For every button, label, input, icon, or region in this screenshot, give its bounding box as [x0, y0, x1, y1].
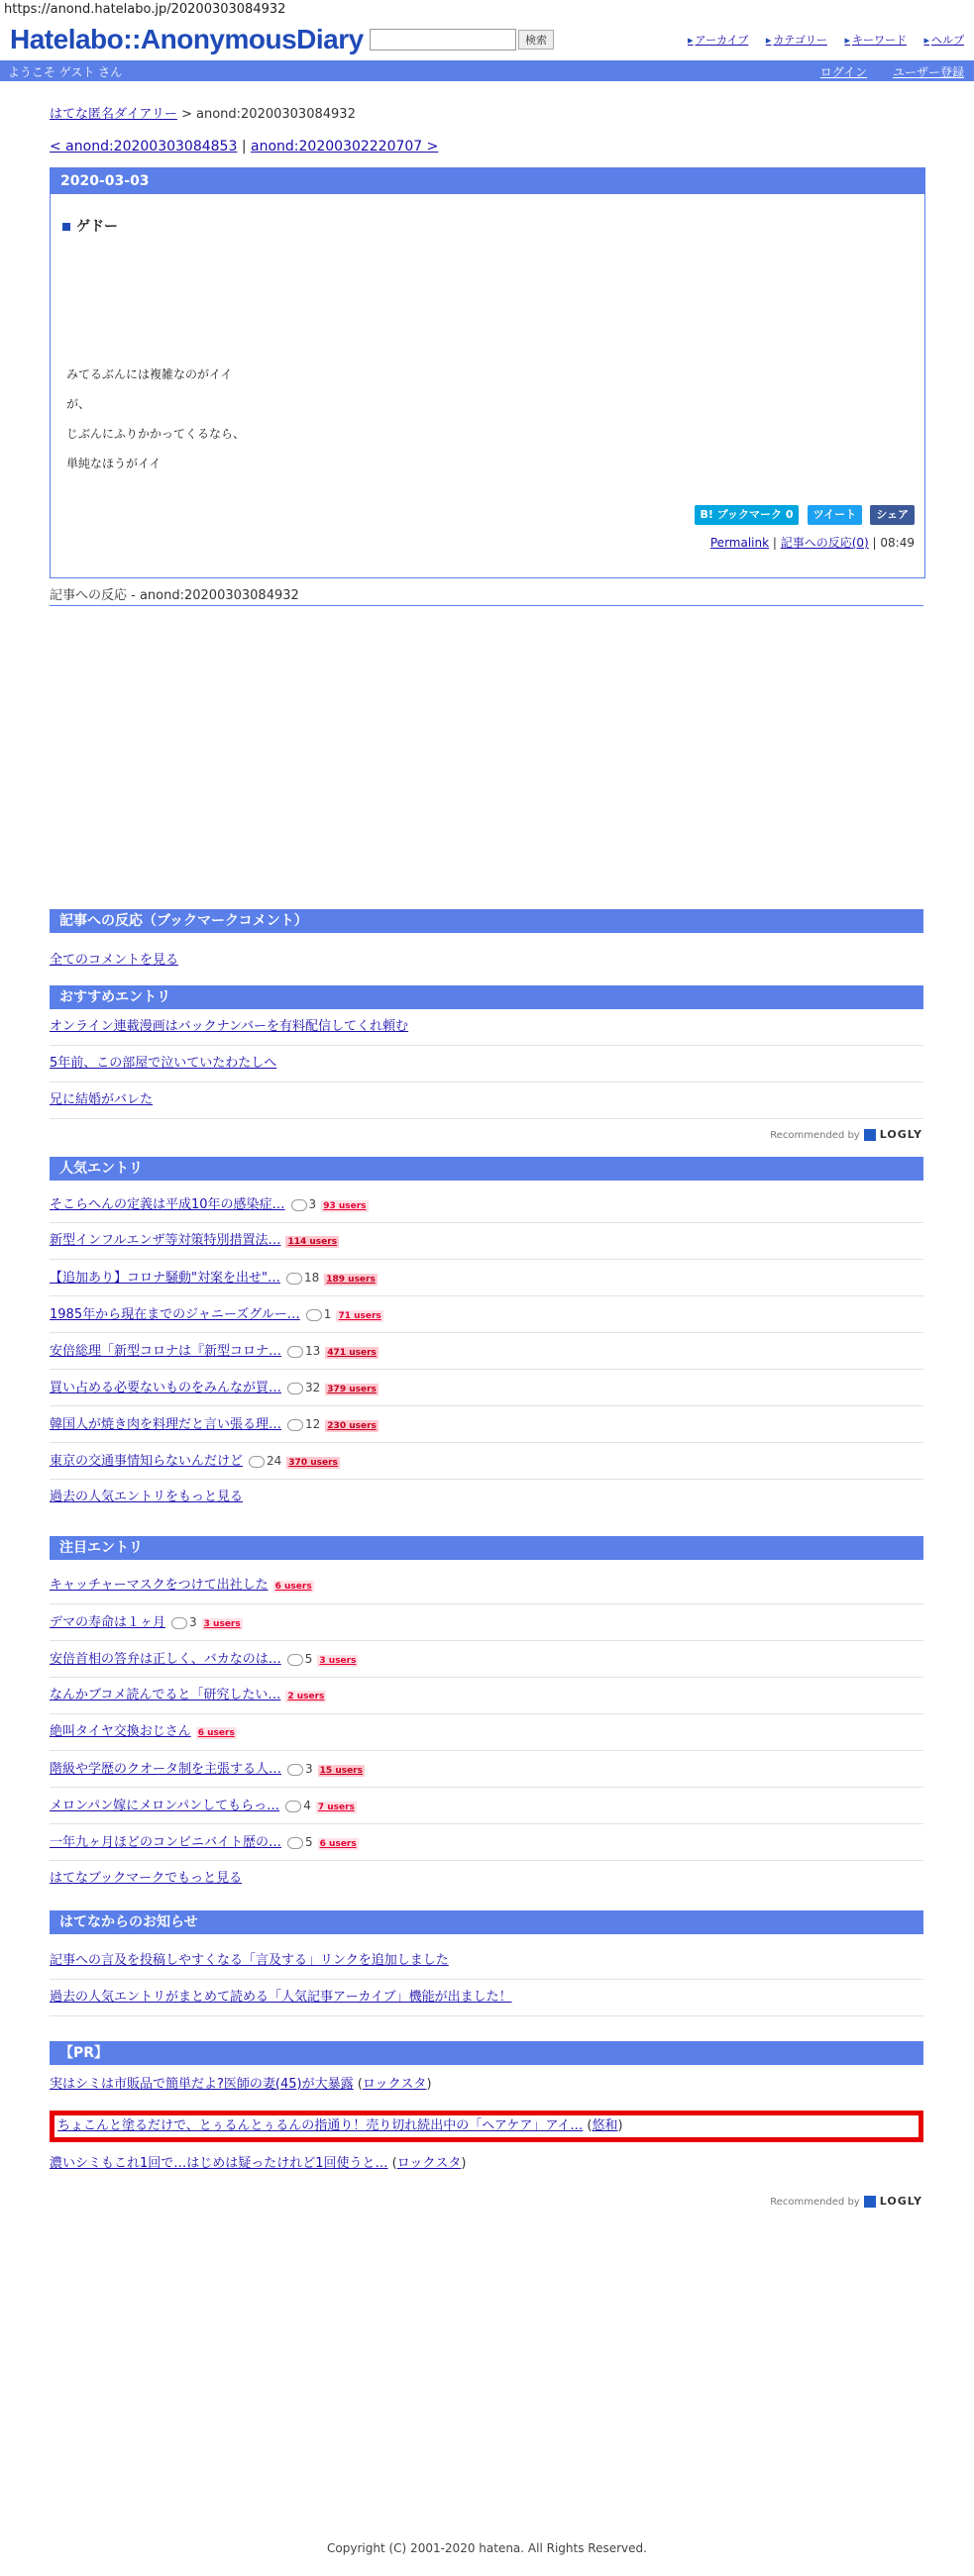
list-item	[50, 1641, 923, 1678]
hot-link[interactable]: 階級や学歴のクオータ制を主張する人…	[50, 1762, 282, 1777]
comment-bubble-icon	[287, 1346, 303, 1358]
list-item	[50, 1333, 923, 1370]
hot-link[interactable]: 安倍首相の答弁は正しく、バカなのは…	[50, 1652, 281, 1667]
keyword-link[interactable]: ▸ キーワード	[844, 34, 907, 47]
news-link[interactable]: 過去の人気エントリがまとめて読める「人気記事アーカイブ」機能が出ました！	[50, 1990, 512, 2005]
popular-link[interactable]: そこらへんの定義は平成10年の感染症…	[50, 1197, 285, 1212]
pr-recommended-by[interactable]	[770, 2195, 922, 2208]
hot-link[interactable]: 絶叫タイヤ交換おじさん	[50, 1724, 191, 1739]
list-item	[50, 1943, 923, 1980]
popular-link[interactable]: 1985年から現在までのジャニーズグルー…	[50, 1307, 300, 1322]
copyright: Copyright (C) 2001-2020 hatena. All Rights Reserved.	[327, 2541, 647, 2555]
recommended-link[interactable]: 5年前、この部屋で泣いていたわたしへ	[50, 1056, 277, 1071]
comment-count: 12	[287, 1406, 320, 1442]
recommended-header: おすすめエントリ	[50, 985, 923, 1009]
hot-link[interactable]: デマの寿命は１ヶ月	[50, 1615, 166, 1630]
recommended-by[interactable]	[770, 1128, 922, 1141]
popular-link[interactable]: 買い占める必要ないものをみんなが買…	[50, 1381, 282, 1395]
logly-brand: LOGLY	[879, 2195, 922, 2208]
site-logo[interactable]: Hatelabo::AnonymousDiary	[10, 24, 364, 54]
next-entry-link[interactable]: anond:20200302220707 >	[251, 139, 439, 155]
comment-bubble-icon	[306, 1309, 322, 1321]
pr-link[interactable]: 濃いシミもこれ1回で…はじめは疑ったけれど1回使うと…	[50, 2156, 388, 2171]
entry-square-icon[interactable]	[62, 223, 70, 231]
comment-bubble-icon	[291, 1199, 307, 1211]
comment-bubble-icon	[286, 1273, 302, 1285]
pr-source-link[interactable]: ロックスタ	[362, 2077, 427, 2092]
entry-body	[66, 360, 245, 478]
hatena-bookmark-button[interactable]: B! ブックマーク 0	[695, 505, 800, 525]
list-item	[50, 1223, 923, 1260]
header-links	[674, 32, 964, 48]
entry-date: 2020-03-03	[51, 168, 924, 194]
pr-list	[50, 2065, 923, 2186]
pr-header: 【PR】	[50, 2041, 923, 2065]
hot-header: 注目エントリ	[50, 1536, 923, 1560]
entry-line: じぶんにふりかかってくるなら、	[66, 427, 246, 441]
hot-link[interactable]: なんかブコメ読んでると「研究したい…	[50, 1688, 281, 1702]
users-badge[interactable]: 6 users	[197, 1728, 235, 1738]
login-link[interactable]: ログイン	[819, 65, 868, 79]
site-header	[0, 22, 974, 59]
bookmark-comments-list	[50, 943, 923, 979]
recommended-link[interactable]: 兄に結婚がバレた	[50, 1092, 154, 1107]
entry-title-text: ゲドー	[76, 219, 118, 235]
entry-line: 単純なほうがイイ	[66, 457, 162, 470]
list-item	[50, 1568, 923, 1604]
hot-link[interactable]: 一年九ヶ月ほどのコンビニバイト歴の…	[50, 1835, 282, 1850]
popular-link[interactable]: 韓国人が焼き肉を料理だと言い張る理…	[50, 1417, 282, 1432]
pr-source-link[interactable]: ロックスタ	[396, 2156, 462, 2171]
comment-count: 5	[287, 1641, 313, 1677]
comment-bubble-icon	[171, 1617, 187, 1629]
url-bar: https://anond.hatelabo.jp/20200303084932	[4, 2, 286, 17]
list-item	[50, 1082, 923, 1119]
list-item	[50, 1260, 923, 1296]
comment-count: 4	[285, 1788, 311, 1823]
users-badge[interactable]: 3 users	[203, 1619, 241, 1629]
welcome-text: ようこそ ゲスト さん	[8, 65, 123, 79]
list-item	[50, 1824, 923, 1861]
comment-bubble-icon	[287, 1654, 303, 1666]
entry-box	[50, 167, 925, 578]
entry-line: が、	[66, 397, 91, 411]
tweet-button[interactable]: ツイート	[808, 505, 862, 525]
logly-logo-icon	[864, 2196, 876, 2208]
hot-link[interactable]: キャッチャーマスクをつけて出社した	[50, 1578, 269, 1593]
popular-header: 人気エントリ	[50, 1157, 923, 1181]
entry-line: みてるぶんには複雑なのがイイ	[66, 367, 233, 381]
list-item: 濃いシミもこれ1回で…はじめは疑ったけれど1回使うと… (ロックスタ)	[50, 2156, 467, 2171]
hot-list	[50, 1568, 923, 1897]
recommended-by-label: Recommended by	[770, 2197, 860, 2208]
all-comments-link[interactable]: 全てのコメントを見る	[50, 953, 179, 968]
popular-more-link[interactable]: 過去の人気エントリをもっと見る	[50, 1490, 244, 1504]
users-badge[interactable]: 6 users	[274, 1582, 312, 1592]
popular-list	[50, 1186, 923, 1515]
users-badge[interactable]: 114 users	[287, 1237, 338, 1247]
users-badge[interactable]: 93 users	[323, 1201, 367, 1211]
breadcrumb-home[interactable]: はてな匿名ダイアリー	[50, 107, 177, 122]
list-item	[50, 1406, 923, 1443]
comment-bubble-icon	[287, 1837, 303, 1849]
users-badge[interactable]: 189 users	[326, 1275, 376, 1285]
comment-bubble-icon	[287, 1419, 303, 1431]
search-button[interactable]: 検索	[518, 30, 554, 50]
archive-link[interactable]: ▸ アーカイブ	[688, 34, 748, 47]
comment-count: 3	[171, 1604, 197, 1640]
users-badge[interactable]: 379 users	[327, 1385, 377, 1394]
users-badge[interactable]: 15 users	[319, 1766, 363, 1776]
comment-count: 3	[291, 1186, 317, 1222]
comment-count: 18	[286, 1260, 319, 1295]
popular-link[interactable]: 東京の交通事情知らないんだけど	[50, 1454, 244, 1469]
recommended-link[interactable]: オンライン連載漫画はバックナンバーを有料配信してくれ頼む	[50, 1019, 409, 1034]
users-badge[interactable]: 7 users	[317, 1803, 355, 1812]
pr-link[interactable]: 実はシミは市販品で簡単だよ?医師の妻(45)が大暴露	[50, 2077, 354, 2092]
list-item	[50, 1604, 923, 1641]
pr-highlighted-item: ちょこんと塗るだけで、とぅるんとぅるんの指通り！売り切れ続出中の「ヘアケア」アイ… (悠和)	[50, 2111, 923, 2142]
entry-title	[62, 216, 118, 236]
nav-separator: |	[237, 139, 252, 155]
entry-footer: Permalink | 記事への反応(0) | 08:49	[709, 536, 915, 550]
list-item	[50, 1009, 923, 1046]
logly-brand: LOGLY	[879, 1128, 922, 1141]
users-badge[interactable]: 71 users	[338, 1311, 381, 1321]
hot-link[interactable]: メロンパン嫁にメロンパンしてもらっ…	[50, 1799, 280, 1813]
comment-count: 13	[287, 1333, 320, 1369]
list-item	[50, 1788, 923, 1824]
list-item	[50, 1678, 923, 1714]
news-link[interactable]: 記事への言及を投稿しやすくなる「言及する」リンクを追加しました	[50, 1953, 449, 1968]
comment-bubble-icon	[287, 1383, 303, 1394]
breadcrumb-current: > anond:20200303084932	[180, 107, 356, 122]
comment-count: 24	[249, 1443, 281, 1479]
pr-link[interactable]: ちょこんと塗るだけで、とぅるんとぅるんの指通り！売り切れ続出中の「ヘアケア」アイ…	[57, 2118, 584, 2133]
share-buttons	[691, 505, 915, 525]
entry-nav	[50, 139, 438, 155]
list-item	[50, 1480, 923, 1515]
list-item	[50, 1714, 923, 1751]
bookmark-comments-header: 記事への反応（ブックマークコメント）	[50, 909, 923, 933]
comment-count: 32	[287, 1370, 320, 1405]
list-item	[50, 1296, 923, 1333]
list-item	[50, 1443, 923, 1480]
recommended-by-label: Recommended by	[770, 1130, 860, 1141]
popular-link[interactable]: 新型インフルエンザ等対策特別措置法…	[50, 1233, 281, 1248]
reactions-link[interactable]: 記事への反応(0)	[780, 536, 869, 550]
list-item	[50, 1046, 923, 1082]
prev-entry-link[interactable]: < anond:20200303084853	[50, 139, 238, 155]
list-item	[50, 1861, 923, 1897]
comment-count: 5	[287, 1824, 313, 1860]
users-badge[interactable]: 3 users	[319, 1656, 357, 1666]
list-item: 実はシミは市販品で簡単だよ?医師の妻(45)が大暴露 (ロックスタ)	[50, 2077, 432, 2092]
news-header: はてなからのお知らせ	[50, 1910, 923, 1934]
comment-bubble-icon	[249, 1456, 265, 1468]
recommended-list	[50, 1009, 923, 1119]
pr-source-link[interactable]: 悠和	[592, 2118, 618, 2133]
permalink[interactable]: Permalink	[709, 536, 770, 550]
popular-link[interactable]: 安倍総理「新型コロナは『新型コロナ…	[50, 1344, 282, 1359]
breadcrumb	[50, 103, 356, 122]
users-badge[interactable]: 2 users	[287, 1692, 325, 1701]
logly-logo-icon	[864, 1129, 876, 1141]
category-link[interactable]: ▸ カテゴリー	[766, 34, 827, 47]
users-badge[interactable]: 6 users	[319, 1839, 357, 1849]
search-input[interactable]	[370, 29, 516, 51]
entry-time: 08:49	[880, 536, 915, 550]
comment-count: 1	[306, 1296, 332, 1332]
facebook-share-button[interactable]: シェア	[870, 505, 915, 525]
comment-count: 3	[287, 1751, 313, 1787]
list-item	[50, 1980, 923, 2016]
reaction-header: 記事への反応 - anond:20200303084932	[50, 584, 923, 606]
user-bar	[0, 60, 974, 81]
list-item	[50, 1186, 923, 1223]
news-list	[50, 1943, 923, 2016]
register-link[interactable]: ユーザー登録	[892, 65, 964, 79]
list-item	[50, 943, 923, 979]
users-badge[interactable]: 370 users	[288, 1458, 338, 1468]
users-badge[interactable]: 230 users	[327, 1421, 377, 1431]
list-item	[50, 1370, 923, 1406]
comment-bubble-icon	[287, 1764, 303, 1776]
help-link[interactable]: ▸ ヘルプ	[923, 34, 964, 47]
comment-bubble-icon	[285, 1801, 301, 1812]
popular-link[interactable]: 【追加あり】コロナ騒動"対案を出せ"…	[50, 1271, 280, 1286]
list-item	[50, 1751, 923, 1788]
hot-more-link[interactable]: はてなブックマークでもっと見る	[50, 1871, 243, 1886]
users-badge[interactable]: 471 users	[327, 1348, 377, 1358]
